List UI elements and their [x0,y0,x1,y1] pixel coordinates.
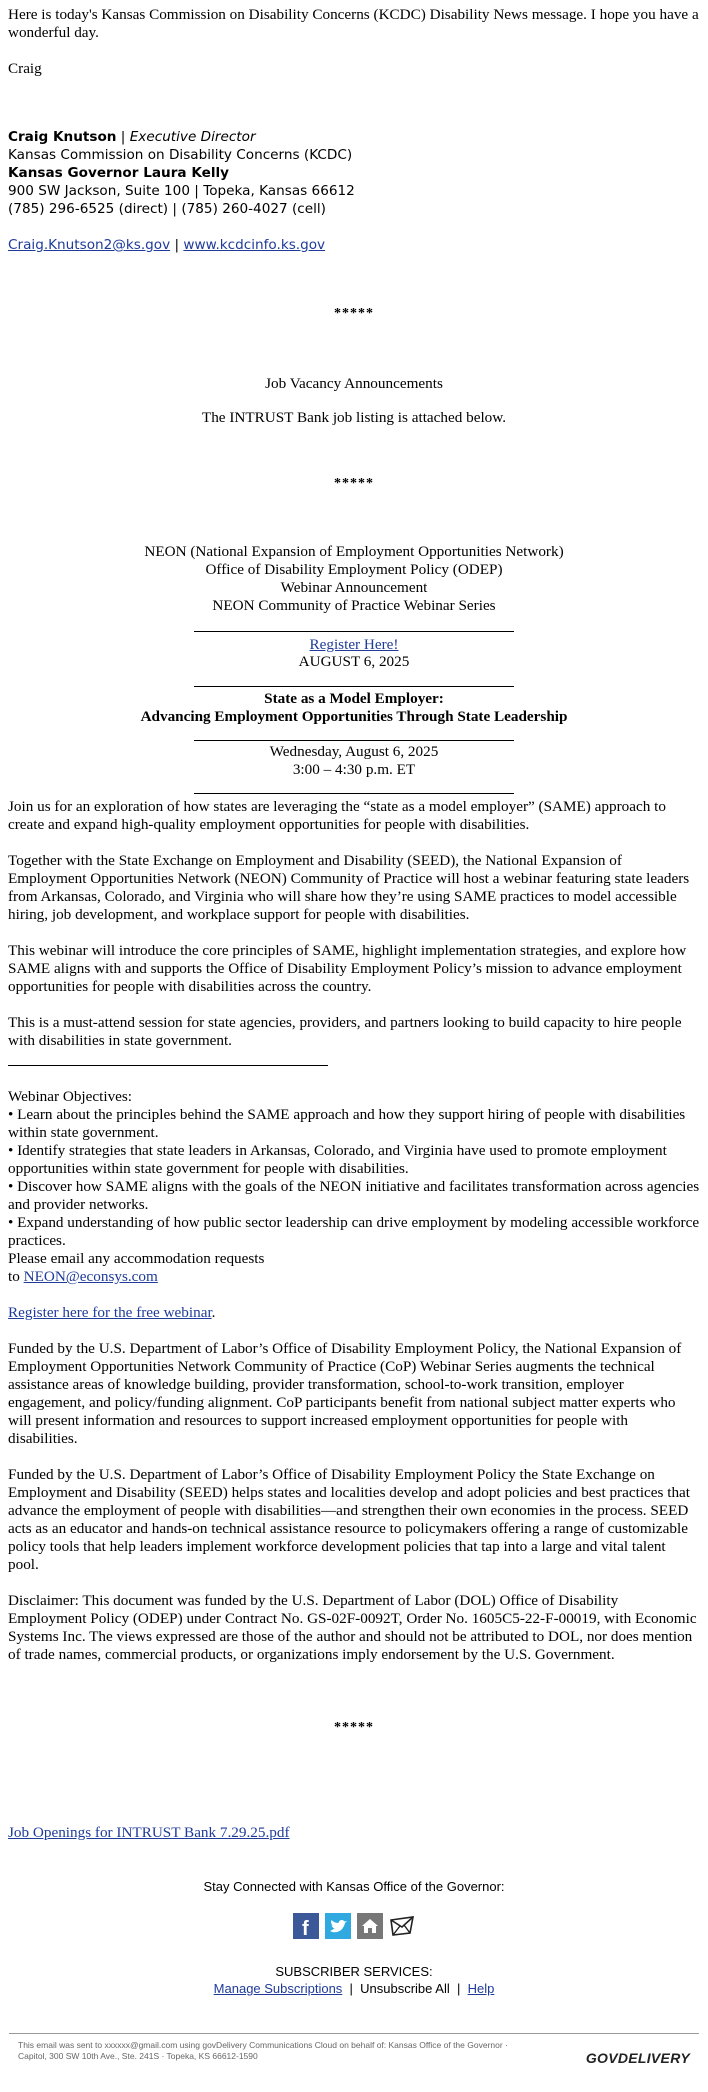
neon-line4: NEON Community of Practice Webinar Series [212,597,496,614]
stars-divider: ***** [334,476,374,491]
footer-note-line2: Capitol, 300 SW 10th Ave., Ste. 241S · Topeka, KS 66612-1590 [18,2051,258,2061]
footer-divider [9,2033,699,2034]
attachment-list [0,1824,708,1842]
svg-text:f: f [302,1918,309,1939]
footer-separator: | [342,1981,361,1996]
webinar-title-line1: State as a Model Employer: [264,690,444,707]
intro-signoff: Craig [8,60,42,77]
help-link[interactable]: Help [467,1981,495,1996]
objective-item: • Expand understanding of how public sector leadership can drive employment by modeling accessible workforce practices. [8,1214,700,1249]
register-free-link[interactable]: Register here for the free webinar [8,1304,212,1321]
signature-email-link[interactable]: Craig.Knutson2@ks.gov [8,237,171,253]
body-paragraph: Together with the State Exchange on Employment and Disability (SEED), the National Expansion of Employment Opportunities Network (NEON) Community of Practice will host a webinar featuring state leaders from Arkansas, Colorado, and Virginia who will share how they’re using SAME practices to model accessible hiring, job development, and workplace support for people with disabilities. [8,852,690,923]
stay-connected-text: Stay Connected with Kansas Office of the Governor: [203,1879,505,1894]
divider-rule [194,740,514,741]
signature-title: Executive Director [129,129,256,145]
intro-block [0,6,708,78]
neon-header [0,543,708,615]
subscriber-heading: SUBSCRIBER SERVICES: [275,1964,433,1979]
unsubscribe-all-text: Unsubscribe All [360,1981,450,1996]
signature-address: 900 SW Jackson, Suite 100 | Topeka, Kansas 66612 [8,183,355,199]
funded-paragraph: Funded by the U.S. Department of Labor’s Office of Disability Employment Policy the State Exchange on Employment and Disability (SEED) helps states and localities develop and adopt policies and best practices that advance the employment of people with disabilities—and strengthen their own economies in the process. SEED acts as an educator and hands-on technical assistance resource to policymakers offering a range of customizable policy tools that help leaders implement workforce development policies that tap into a large and vital talent pool. [8,1466,690,1573]
objective-item: • Learn about the principles behind the SAME approach and how they support hiring of people with disabilities within state government. [8,1106,686,1141]
body-paragraph: This webinar will introduce the core principles of SAME, highlight implementation strategies, and explore how SAME aligns with and supports the Office of Disability Employment Policy’s mission to advance employment opportunities for people with disabilities across the country. [8,942,687,995]
subscriber-services [0,1963,708,1997]
signature-block [0,128,708,254]
home-icon[interactable] [357,1913,383,1939]
stars-divider: ***** [334,306,374,321]
neon-line1: NEON (National Expansion of Employment Opportunities Network) [144,543,564,560]
attachment-item [8,1824,700,1842]
signature-separator: | [116,129,130,145]
divider-rule [8,1065,328,1066]
accommodation-text: Please email any accommodation requests [8,1250,265,1267]
social-icons [0,1913,708,1939]
objectives-block [0,1088,708,1664]
neon-line2: Office of Disability Employment Policy (ODEP) [205,561,503,578]
accommodation-email-link[interactable]: NEON@econsys.com [23,1268,158,1285]
email-icon[interactable] [389,1913,415,1939]
twitter-icon[interactable] [325,1913,351,1939]
intro-text: Here is today's Kansas Commission on Disability Concerns (KCDC) Disability News message. I hope you have a wonderful day. [8,6,699,41]
neon-line3: Webinar Announcement [280,579,428,596]
signature-org: Kansas Commission on Disability Concerns (KCDC) [8,147,353,163]
body-paragraph: This is a must-attend session for state agencies, providers, and partners looking to build capacity to hire people with disabilities in state government. [8,1014,682,1049]
footer-separator: | [449,1981,468,1996]
signature-phone: (785) 296-6525 (direct) | (785) 260-4027 (cell) [8,201,326,217]
webinar-day: Wednesday, August 6, 2025 [269,743,439,760]
body-paragraph: Join us for an exploration of how states are leveraging the “state as a model employer” (SAME) approach to create and expand high-quality employment opportunities for people with disabilities. [8,798,666,833]
objective-item: • Identify strategies that state leaders in Arkansas, Colorado, and Virginia have used to promote employment opportunities within state government for people with disabilities. [8,1142,667,1177]
footer-note [18,2040,578,2062]
facebook-icon[interactable] [293,1913,319,1939]
accommodation-prefix: to [8,1268,24,1285]
stars-divider: ***** [334,1720,374,1735]
signature-name: Craig Knutson [8,129,117,145]
objectives-heading: Webinar Objectives: [8,1088,133,1105]
register-here-link[interactable]: Register Here! [309,636,399,653]
neon-date: AUGUST 6, 2025 [298,653,410,670]
attachment-link[interactable]: Job Openings for INTRUST Bank 7.29.25.pdf [8,1824,290,1841]
signature-governor: Kansas Governor Laura Kelly [8,165,230,181]
webinar-time: 3:00 – 4:30 p.m. ET [292,761,416,778]
govdelivery-logo: GOVDELIVERY [585,2050,690,2066]
webinar-title-line2: Advancing Employment Opportunities Through State Leadership [140,708,568,725]
footer-note-line1: This email was sent to xxxxxx@gmail.com using govDelivery Communications Cloud on behalf of: Kansas Office of the Governor · [18,2040,508,2050]
register-free-suffix: . [211,1304,216,1321]
funded-paragraph: Funded by the U.S. Department of Labor’s Office of Disability Employment Policy, the National Expansion of Employment Opportunities Network Community of Practice (CoP) Webinar Series augments the technical assistance areas of knowledge building, provider transformation, school-to-work transition, employer engagement, and policy/funding alignment. CoP participants benefit from national subject matter experts who will present information and resources to support increased employment opportunities for people with disabilities. [8,1340,682,1447]
jobs-heading: Job Vacancy Announcements [265,375,443,392]
divider-rule [194,631,514,632]
objective-item: • Discover how SAME aligns with the goals of the NEON initiative and facilitates transformation across agencies and provider networks. [8,1178,700,1213]
webinar-body [0,798,708,1050]
signature-website-link[interactable]: www.kcdcinfo.ks.gov [183,237,326,253]
divider-rule [194,793,514,794]
jobs-text: The INTRUST Bank job listing is attached below. [201,409,507,426]
disclaimer-paragraph: Disclaimer: This document was funded by the U.S. Department of Labor (DOL) Office of Disability Employment Policy (ODEP) under Contract No. GS-02F-0092T, Order No. 1605C5-22-F-00019, with Economic Systems Inc. The views expressed are those of the author and should not be attributed to DOL, nor does mention of trade names, commercial products, or organizations imply endorsement by the U.S. Government. [8,1592,697,1663]
divider-rule [194,686,514,687]
signature-link-separator: | [170,237,184,253]
manage-subscriptions-link[interactable]: Manage Subscriptions [213,1981,343,1996]
